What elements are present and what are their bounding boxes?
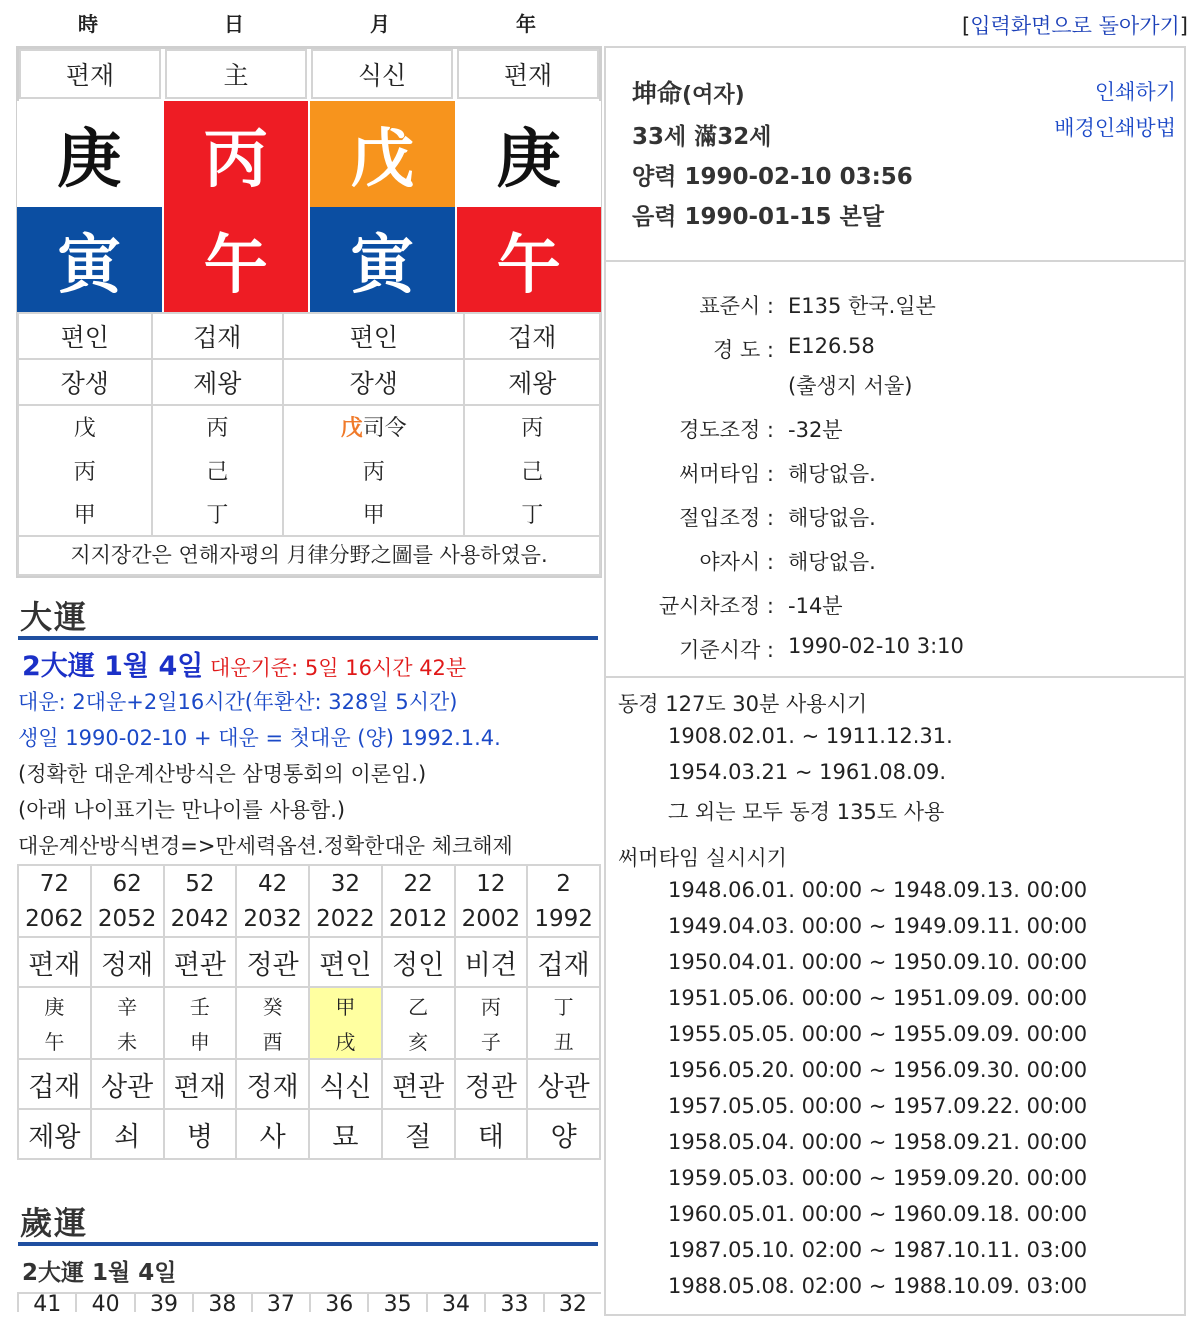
stem-year: 庚 (457, 101, 602, 207)
daewoon-years-row (18, 901, 600, 937)
longitude-adjust-value: -32분 (788, 418, 843, 442)
daewoon-branch-god: 정재 (236, 1059, 309, 1109)
daewoon-branch-gods-row (18, 1059, 600, 1109)
daewoon-age: 62 (91, 865, 164, 901)
daewoon-branch[interactable]: 子 (455, 1023, 528, 1059)
print-link[interactable]: 인쇄하기 (1094, 80, 1176, 104)
back-link-bracket-open: [ (962, 14, 971, 38)
sewoon-age: 34 (426, 1292, 484, 1312)
sewoon-age: 33 (484, 1292, 542, 1312)
hidden-stem: 甲 (283, 492, 464, 536)
stem-day: 丙 (164, 101, 311, 207)
daewoon-branch-god: 정관 (455, 1059, 528, 1109)
birthplace-value: (출생지 서울) (788, 374, 913, 398)
hidden-stems-note: 지지장간은 연해자평의 月律分野之圖를 사용하였음. (17, 536, 601, 576)
summer-time-period-item: 1988.05.08. 02:00 ~ 1988.10.09. 03:00 (668, 1274, 1088, 1298)
equation-of-time-label: 균시차조정 : (658, 594, 774, 618)
branch-month: 寅 (310, 207, 457, 313)
sewoon-age: 39 (134, 1292, 192, 1312)
solar-term-adjust-value: 해당없음. (788, 506, 876, 530)
daewoon-branch[interactable]: 亥 (382, 1023, 455, 1059)
daewoon-age: 42 (236, 865, 309, 901)
sewoon-age: 41 (17, 1292, 75, 1312)
daewoon-stem[interactable]: 庚 (18, 987, 91, 1023)
daewoon-branch-god: 겁재 (18, 1059, 91, 1109)
daewoon-stems-row (18, 987, 600, 1023)
daewoon-stem-god: 정인 (382, 937, 455, 987)
sewoon-age: 32 (543, 1292, 601, 1312)
pillar-head-hour: 時 (78, 12, 98, 36)
daewoon-stem-god: 편재 (18, 937, 91, 987)
pillar-head-year: 年 (516, 12, 536, 36)
daewoon-stage: 태 (455, 1109, 528, 1159)
gender-line (632, 74, 745, 110)
daewoon-branch[interactable]: 申 (164, 1023, 237, 1059)
sewoon-title: 歲運 (20, 1204, 89, 1242)
daewoon-year: 2012 (382, 901, 455, 937)
summer-time-period-item: 1950.04.01. 00:00 ~ 1950.09.10. 00:00 (668, 950, 1088, 974)
stem-hour: 庚 (17, 101, 164, 207)
sewoon-age: 38 (192, 1292, 250, 1312)
summer-time-period-item: 1949.04.03. 00:00 ~ 1949.09.11. 00:00 (668, 914, 1088, 938)
daewoon-year: 2062 (18, 901, 91, 937)
branch-year: 午 (457, 207, 602, 313)
pillar-head-month: 月 (370, 12, 390, 36)
daewoon-title: 大運 (20, 598, 89, 636)
daewoon-line-3: (정확한 대운계산방식은 삼명통회의 이론임.) (18, 762, 427, 786)
daewoon-age: 12 (455, 865, 528, 901)
twelve-stage-hour: 장생 (18, 359, 152, 405)
daewoon-branch[interactable]: 午 (18, 1023, 91, 1059)
summer-time-value: 해당없음. (788, 462, 876, 486)
sewoon-age: 37 (251, 1292, 309, 1312)
summer-time-period-item: 1959.05.03. 00:00 ~ 1959.09.20. 00:00 (668, 1166, 1088, 1190)
branch-hour: 寅 (17, 207, 164, 313)
sewoon-ages-row (17, 1292, 601, 1317)
sewoon-age: 36 (309, 1292, 367, 1312)
back-link (962, 10, 1188, 40)
daewoon-stem[interactable]: 癸 (236, 987, 309, 1023)
daewoon-line-4: (아래 나이표기는 만나이를 사용함.) (18, 798, 346, 822)
daewoon-stem[interactable]: 丁 (527, 987, 600, 1023)
standard-time-value: E135 한국.일본 (788, 294, 936, 318)
daewoon-year: 2042 (164, 901, 237, 937)
longitude-label: 경 도 : (713, 338, 774, 362)
daewoon-branch[interactable]: 丑 (527, 1023, 600, 1059)
daewoon-age: 52 (164, 865, 237, 901)
daewoon-year: 1992 (527, 901, 600, 937)
daewoon-age: 2 (527, 865, 600, 901)
daewoon-line-2: 생일 1990-02-10 + 대운 = 첫대운 (양) 1992.1.4. (18, 726, 501, 750)
daewoon-branch-god: 편관 (382, 1059, 455, 1109)
hidden-stem: 丙 (152, 404, 284, 448)
night-hour-label: 야자시 : (699, 550, 774, 574)
daewoon-ages-row (18, 865, 600, 901)
daewoon-stem-god: 비견 (455, 937, 528, 987)
daewoon-stage: 양 (527, 1109, 600, 1159)
daewoon-year: 2032 (236, 901, 309, 937)
hidden-stem: 丁 (152, 492, 284, 536)
daewoon-branch[interactable]: 未 (91, 1023, 164, 1059)
daewoon-age: 72 (18, 865, 91, 901)
daewoon-stem-gods-row (18, 937, 600, 987)
branch-ten-god-month: 편인 (283, 313, 464, 359)
daewoon-stages-row (18, 1109, 600, 1159)
branch-ten-god-year: 겁재 (464, 313, 600, 359)
daewoon-branch-god: 상관 (527, 1059, 600, 1109)
ten-god-year: 편재 (457, 49, 599, 99)
daewoon-stem-god: 편관 (164, 937, 237, 987)
summer-time-period-item: 1948.06.01. 00:00 ~ 1948.09.13. 00:00 (668, 878, 1088, 902)
daewoon-branch-god: 편재 (164, 1059, 237, 1109)
hidden-stem: 丙 (283, 448, 464, 492)
siryeong-char: 戊 (340, 414, 363, 441)
daewoon-stem-god: 정재 (91, 937, 164, 987)
daewoon-year: 2002 (455, 901, 528, 937)
ten-god-month: 식신 (311, 49, 453, 99)
daewoon-stage: 절 (382, 1109, 455, 1159)
longitude-period-item: 1908.02.01. ~ 1911.12.31. (668, 724, 953, 748)
pillar-head-day: 日 (224, 12, 244, 36)
daewoon-stem-god: 정관 (236, 937, 309, 987)
background-print-link[interactable]: 배경인쇄방법 (1054, 116, 1176, 140)
daewoon-age: 22 (382, 865, 455, 901)
summer-time-period-item: 1960.05.01. 00:00 ~ 1960.09.18. 00:00 (668, 1202, 1088, 1226)
daewoon-stem[interactable]: 丙 (455, 987, 528, 1023)
info-panel (604, 46, 1186, 1316)
branch-day: 午 (164, 207, 311, 313)
summer-time-label: 써머타임 : (679, 462, 774, 486)
hidden-stem: 己 (464, 448, 600, 492)
daewoon-basis: 대운기준: 5일 16시간 42분 (210, 656, 467, 680)
summer-time-period-item: 1957.05.05. 00:00 ~ 1957.09.22. 00:00 (668, 1094, 1088, 1118)
daewoon-stage: 사 (236, 1109, 309, 1159)
daewoon-branch-god: 상관 (91, 1059, 164, 1109)
daewoon-stem-current[interactable]: 甲 (309, 987, 382, 1023)
branch-ten-god-hour: 편인 (18, 313, 152, 359)
hidden-stem: 甲 (18, 492, 152, 536)
ten-gods-top-row (19, 49, 599, 99)
gender-label: (여자) (682, 83, 745, 108)
hidden-stem: 戊 (18, 404, 152, 448)
earthly-branches-row (17, 207, 601, 313)
daewoon-stem-god: 겁재 (527, 937, 600, 987)
daewoon-age: 32 (309, 865, 382, 901)
daewoon-branches-row (18, 1023, 600, 1059)
branch-ten-god-day: 겁재 (152, 313, 284, 359)
daewoon-headline: 2大運 1월 4일 (22, 651, 204, 682)
back-to-input-link[interactable]: 입력화면으로 돌아가기 (970, 14, 1180, 38)
gender-hanja: 坤命 (632, 79, 683, 108)
sewoon-age: 35 (367, 1292, 425, 1312)
summer-time-period-item: 1956.05.20. 00:00 ~ 1956.09.30. 00:00 (668, 1058, 1088, 1082)
daewoon-branch[interactable]: 酉 (236, 1023, 309, 1059)
sewoon-age: 40 (75, 1292, 133, 1312)
hidden-stem-siryeong (283, 404, 464, 448)
daewoon-line-5: 대운계산방식변경=>만세력옵션.정확한대운 체크해제 (18, 834, 513, 858)
reference-time-label: 기준시각 : (679, 638, 774, 662)
hidden-stem: 丁 (464, 492, 600, 536)
siryeong-label: 司令 (362, 415, 407, 441)
summer-time-period-item: 1951.05.06. 00:00 ~ 1951.09.09. 00:00 (668, 986, 1088, 1010)
stem-month: 戊 (310, 101, 457, 207)
sewoon-rule (18, 1242, 598, 1246)
sewoon-headline: 2大運 1월 4일 (22, 1260, 177, 1286)
daewoon-headline-line (22, 644, 466, 683)
equation-of-time-value: -14분 (788, 594, 843, 618)
ten-god-hour: 편재 (19, 49, 161, 99)
daewoon-stem-god: 편인 (309, 937, 382, 987)
daewoon-stage: 병 (164, 1109, 237, 1159)
summer-time-period-item: 1955.05.05. 00:00 ~ 1955.09.09. 00:00 (668, 1022, 1088, 1046)
daewoon-year: 2022 (309, 901, 382, 937)
daewoon-branch-god: 식신 (309, 1059, 382, 1109)
longitude-period-item: 그 외는 모두 동경 135도 사용 (668, 800, 945, 824)
daewoon-branch-current[interactable]: 戌 (309, 1023, 382, 1059)
info-divider-1 (606, 260, 1184, 262)
lunar-date: 음력 1990-01-15 본달 (632, 204, 885, 230)
longitude-value: E126.58 (788, 334, 875, 358)
daewoon-line-1: 대운: 2대운+2일16시간(年환산: 328일 5시간) (18, 690, 458, 714)
summer-time-periods-title: 써머타임 실시시기 (618, 846, 787, 870)
solar-term-adjust-label: 절입조정 : (679, 506, 774, 530)
daewoon-stem[interactable]: 壬 (164, 987, 237, 1023)
twelve-stage-day: 제왕 (152, 359, 284, 405)
daewoon-stem[interactable]: 乙 (382, 987, 455, 1023)
longitude-adjust-label: 경도조정 : (679, 418, 774, 442)
hidden-stem: 己 (152, 448, 284, 492)
hidden-stem: 丙 (18, 448, 152, 492)
info-divider-2 (606, 676, 1184, 678)
night-hour-value: 해당없음. (788, 550, 876, 574)
summer-time-period-item: 1987.05.10. 02:00 ~ 1987.10.11. 03:00 (668, 1238, 1088, 1262)
branch-detail-table (17, 312, 601, 406)
daewoon-year: 2052 (91, 901, 164, 937)
twelve-stage-month: 장생 (283, 359, 464, 405)
reference-time-value: 1990-02-10 3:10 (788, 634, 964, 658)
daewoon-stem[interactable]: 辛 (91, 987, 164, 1023)
daewoon-stage: 묘 (309, 1109, 382, 1159)
heavenly-stems-row (17, 101, 601, 207)
twelve-stage-year: 제왕 (464, 359, 600, 405)
standard-time-label: 표준시 : (699, 294, 774, 318)
hidden-stem: 丙 (464, 404, 600, 448)
longitude-period-item: 1954.03.21 ~ 1961.08.09. (668, 760, 947, 784)
back-link-bracket-close: ] (1179, 14, 1188, 38)
hidden-stems-table (17, 404, 601, 537)
ten-god-day: 主 (165, 49, 307, 99)
solar-date: 양력 1990-02-10 03:56 (632, 164, 913, 190)
age-line: 33세 滿32세 (632, 124, 772, 150)
daewoon-rule (18, 636, 598, 640)
daewoon-stage: 제왕 (18, 1109, 91, 1159)
daewoon-table (17, 864, 601, 1160)
longitude-periods-title: 동경 127도 30분 사용시기 (618, 692, 868, 716)
summer-time-period-item: 1958.05.04. 00:00 ~ 1958.09.21. 00:00 (668, 1130, 1088, 1154)
daewoon-stage: 쇠 (91, 1109, 164, 1159)
